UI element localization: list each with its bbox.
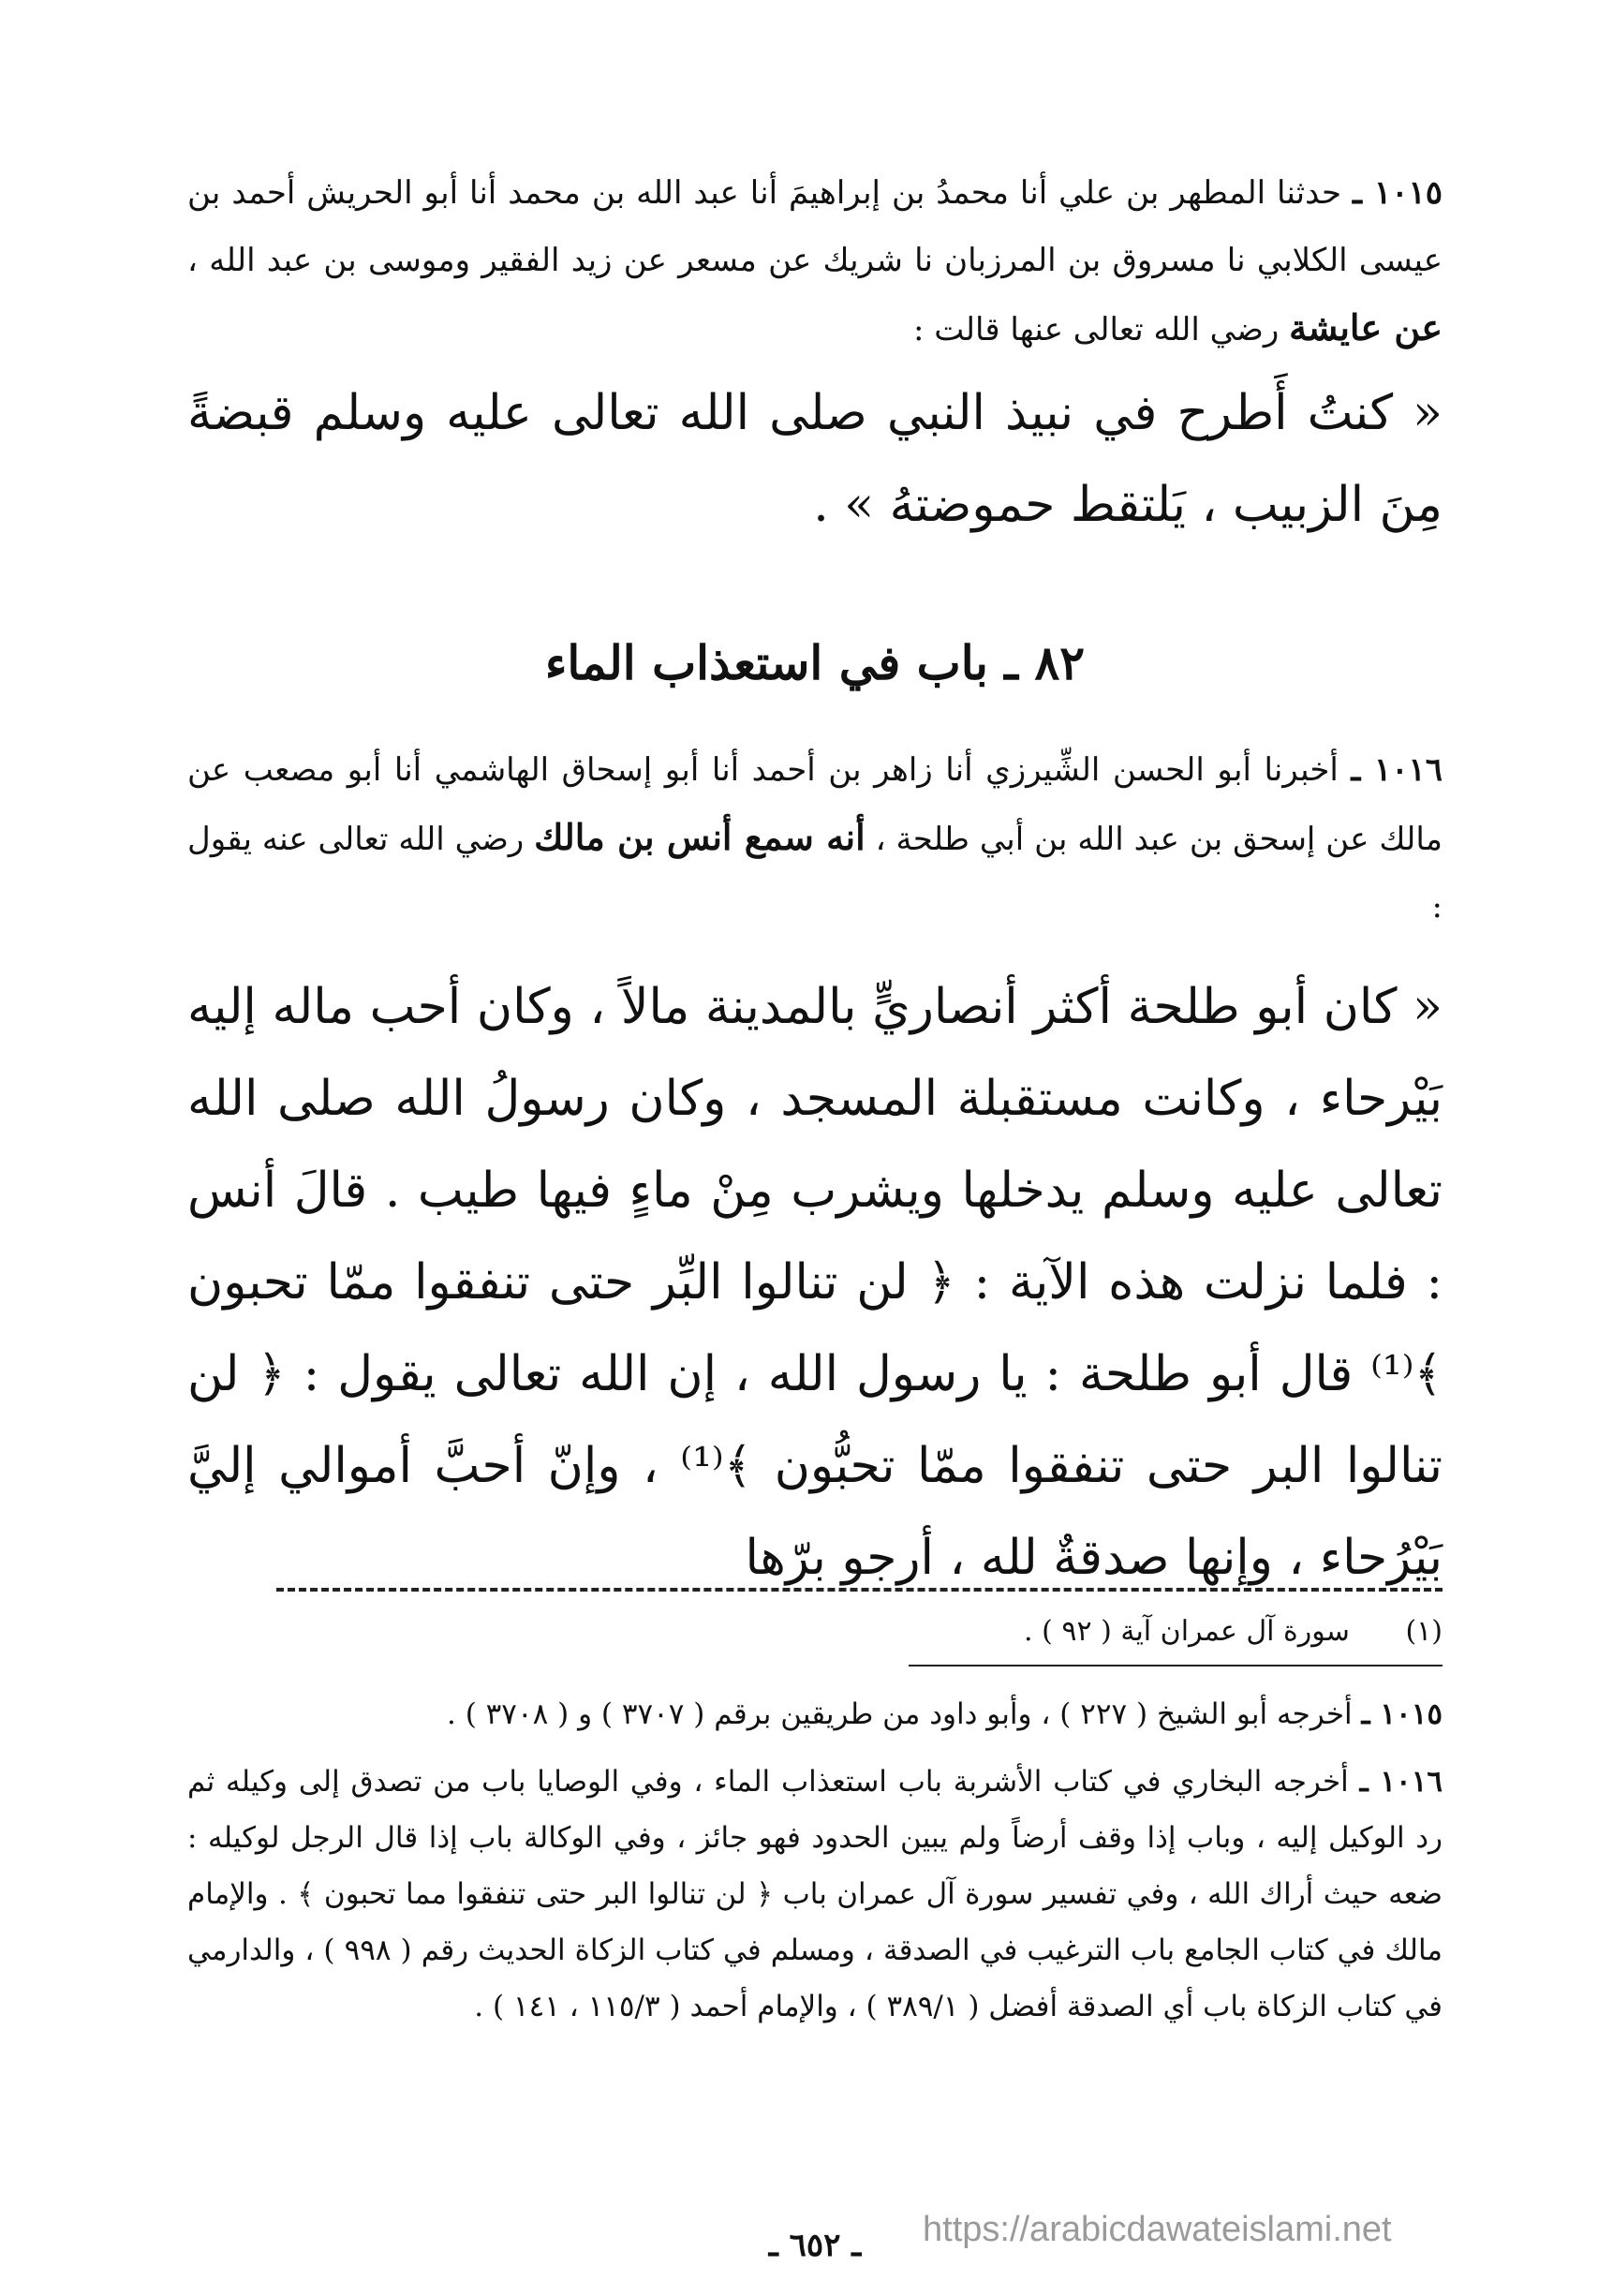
hadith-1016-matn: « كان أبو طلحة أكثر أنصاريٍّ بالمدينة مالاً ، وكان أحب ماله إليه بَيْرحاء ، وكانت مستقبلة المسجد ، وكان رسولُ الله صلى الله تعالى عليه وسلم يدخلها ويشرب مِنْ ماءٍ فيها طيب . قالَ أنس : فلما نزلت هذه الآية : ﴿ لن تنالوا البِّر حتى تنفقوا ممّا تحبون ﴾⁽¹⁾ قال أبو طلحة : يا رسول الله ، إن الله تعالى يقول : ﴿ لن تنالوا البر حتى تنفقوا ممّا تحبُّون ﴾⁽¹⁾ ، وإنّ أحبَّ أموالي إليَّ بَيْرُحاء ، وإنها صدقةٌ لله ، أرجو برّها xyxy=(187,979,1443,1586)
takhrij-note-1015-number: ١٠١٥ ـ xyxy=(1361,1697,1443,1731)
quran-reference-text: سورة آل عمران آية ( ٩٢ ) . xyxy=(1024,1615,1350,1648)
watermark-url: https://arabicdawateislami.net xyxy=(923,2210,1392,2249)
hadith-1016-chain-text: أخبرنا أبو الحسن الشِّيرزي أنا زاهر بن أحمد أنا أبو إسحاق الهاشمي أنا أبو مصعب عن مالك عن إسحق بن عبد الله بن أبي طلحة ، xyxy=(187,751,1443,858)
hadith-1015-matn: « كنتُ أَطرح في نبيذ النبي صلى الله تعالى عليه وسلم قبضةً مِنَ الزبيب ، يَلتقط حموضتهُ » . xyxy=(187,385,1443,533)
chapter-title: ٨٢ ـ باب في استعذاب الماء xyxy=(544,635,1086,690)
takhrij-note-1016 xyxy=(187,1754,1443,2035)
hadith-1015-chain-text: حدثنا المطهر بن علي أنا محمدُ بن إبراهيمَ أنا عبد الله بن محمد أنا أبو الحريش أحمد بن عيسى الكلابي نا مسروق بن المرزبان نا شريك عن مسعر عن زيد الفقير وموسى بن عبد الله ، xyxy=(187,174,1443,279)
takhrij-note-1016-number: ١٠١٦ ـ xyxy=(1359,1765,1443,1799)
hadith-1015 xyxy=(187,159,1443,551)
hadith-1016-number: ١٠١٦ ـ xyxy=(1351,751,1443,789)
hadith-1015-chain xyxy=(187,159,1443,363)
hadith-1016-chain-end: رضي الله تعالى عنه يقول : xyxy=(187,821,1443,926)
quran-reference-mark: (١) xyxy=(1405,1615,1443,1648)
footnote-rule xyxy=(909,1665,1443,1666)
hadith-1015-chain-end: رضي الله تعالى عنها قالت : xyxy=(912,311,1280,348)
takhrij-note-1015 xyxy=(187,1686,1443,1742)
hadith-1016-chain xyxy=(187,736,1443,941)
hadith-1015-narrator: عن عايشة xyxy=(1289,306,1443,348)
takhrij-notes xyxy=(187,1686,1443,2035)
dashed-separator xyxy=(276,1588,1443,1592)
hadith-1016 xyxy=(187,736,1443,1604)
hadith-1015-number: ١٠١٥ ـ xyxy=(1352,174,1443,212)
quran-reference-footnote xyxy=(506,1608,1443,1655)
takhrij-note-1015-text: أخرجه أبو الشيخ ( ٢٢٧ ) ، وأبو داود من طريقين برقم ( ٣٧٠٧ ) و ( ٣٧٠٨ ) . xyxy=(447,1697,1353,1731)
takhrij-note-1016-text: أخرجه البخاري في كتاب الأشربة باب استعذاب الماء ، وفي الوصايا باب من تصدق إلى وكيله ثم رد الوكيل إليه ، وباب إذا وقف أرضاً ولم يبين الحدود فهو جائز ، وفي الوكالة باب إذا قال الرجل لوكيله : ضعه حيث أراك الله ، وفي تفسير سورة آل عمران باب ﴿ لن تنالوا البر حتى تنفقوا مما تحبون ﴾ . والإمام مالك في كتاب الجامع باب الترغيب في الصدقة ، ومسلم في كتاب الزكاة الحديث رقم ( ٩٩٨ ) ، والدارمي في كتاب الزكاة باب أي الصدقة أفضل ( ٣٨٩/١ ) ، والإمام أحمد ( ١١٥/٣ ، ١٤١ ) . xyxy=(187,1765,1443,2023)
page-number: ـ ٦٥٢ ـ xyxy=(768,2227,862,2264)
hadith-1016-narrator: أنه سمع أنس بن مالك xyxy=(534,816,866,858)
